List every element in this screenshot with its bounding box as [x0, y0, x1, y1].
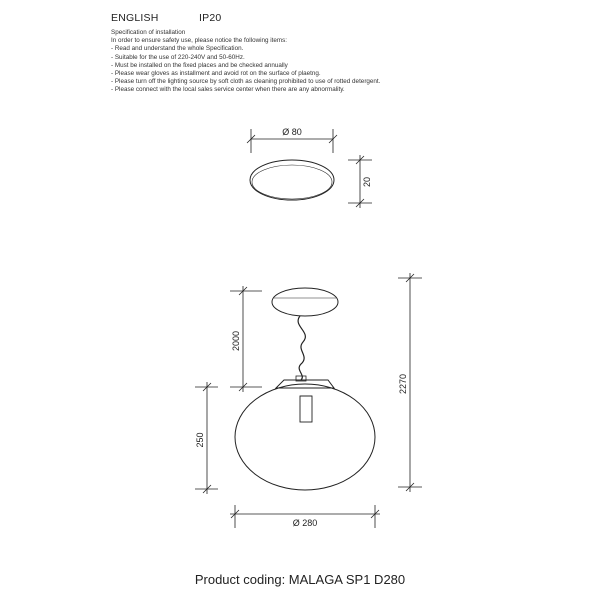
spec-item: - Suitable for the use of 220-240V and 50-60Hz.: [111, 53, 245, 61]
canopy-diameter-label: Ø 80: [282, 127, 302, 137]
shade-height-label: 250: [195, 432, 205, 448]
product-coding: Product coding: MALAGA SP1 D280: [194, 572, 406, 587]
total-height-label: 2270: [398, 373, 408, 395]
shade-diameter-label: Ø 280: [292, 518, 318, 528]
spec-intro: In order to ensure safety use, please notice the following items:: [111, 37, 288, 45]
spec-item: - Please connect with the local sales service center when there are any abnormality.: [111, 86, 345, 94]
glass-shade: [235, 384, 375, 490]
spec-item: - Please turn off the lighting source by soft cloth as cleaning prohibited to use of rotted detergent.: [111, 78, 381, 86]
cable-length-label: 2000: [231, 330, 241, 352]
language-label: ENGLISH: [111, 12, 159, 24]
pendant-canopy: [272, 288, 338, 316]
spec-item: - Read and understand the whole Specification.: [111, 45, 244, 53]
shade-cap: [276, 376, 334, 422]
spec-item: - Must be installed on the fixed places and be checked annually: [111, 61, 288, 69]
pendant-cable: [298, 316, 305, 380]
canopy-top-view: [250, 160, 334, 200]
ip-rating: IP20: [199, 12, 222, 24]
spec-item: - Please wear gloves as installment and avoid rot on the surface of plaetng.: [111, 70, 321, 78]
spec-title: Specification of installation: [111, 29, 186, 36]
canopy-height-label: 20: [362, 176, 372, 188]
